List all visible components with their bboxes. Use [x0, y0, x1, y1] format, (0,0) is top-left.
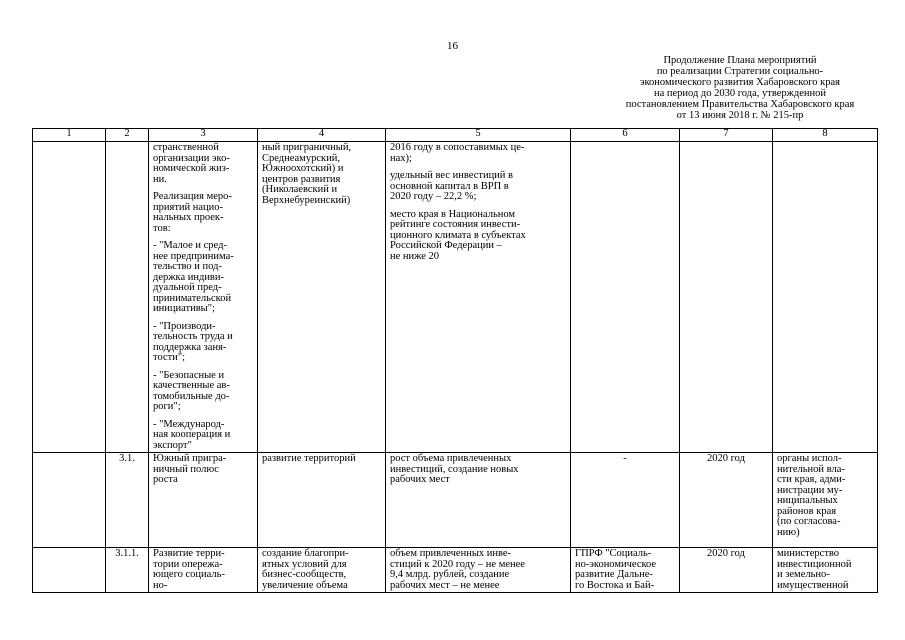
cell-text: Развитие терри- тории опережа- ющего социаль- но- — [153, 548, 225, 591]
table-cell — [106, 142, 149, 453]
cell-text: объем привлеченных инве- стиций к 2020 году – не менее 9,4 млрд. рублей, создание рабочих мест – не менее — [390, 548, 525, 591]
cell-text: Южный пригра- ничный полюс роста — [153, 453, 227, 485]
cell-text: рост объема привлеченных инвестиций, создание новых рабочих мест — [390, 453, 519, 485]
table-cell — [258, 142, 386, 453]
cell-paragraph: - "Производи- тельность труда и поддержка заня- тости"; — [153, 320, 233, 363]
column-header: 1 — [33, 129, 106, 142]
table-row — [33, 453, 878, 548]
table-cell: - — [571, 453, 680, 548]
table-cell: 3.1.1. — [106, 548, 149, 593]
column-header: 4 — [258, 129, 386, 142]
table-row — [33, 548, 878, 593]
cell-text: развитие территорий — [262, 453, 356, 464]
cell-paragraph: - "Малое и сред- нее предпринима- тельство и под- держка индиви- дуальной пред- принимательской инициативы"; — [153, 240, 234, 314]
cell-paragraph: - "Безопасные и качественные ав- томобильные до- роги"; — [153, 369, 230, 412]
header-note-line: по реализации Стратегии социально- — [656, 66, 824, 77]
header-note-line: Продолжение Плана мероприятий — [663, 55, 817, 66]
cell-text: органы испол- нительной вла- сти края, адми- нистрации му- ниципальных районов края (по согласова- нию) — [777, 453, 846, 538]
cell-text: создание благопри- ятных условий для бизнес-сообществ, увеличение объема — [262, 548, 349, 591]
cell-paragraph: место края в Национальном рейтинге состояния инвести- ционного климата в субъектах Российской Федерации – не ниже 20 — [390, 208, 526, 262]
column-header: 8 — [773, 129, 878, 142]
column-header: 6 — [571, 129, 680, 142]
table-cell — [149, 453, 258, 548]
table-row — [33, 142, 878, 453]
page-number: 16 — [447, 40, 458, 52]
cell-paragraph: Реализация меро- приятий нацио- нальных проек- тов: — [153, 191, 232, 234]
table-cell — [33, 548, 106, 593]
table-cell — [773, 142, 878, 453]
cell-paragraph: - "Международ- ная кооперация и экспорт" — [153, 418, 231, 451]
table-header-row — [33, 129, 878, 142]
cell-paragraph: удельный вес инвестиций в основной капитал в ВРП в 2020 году – 22,2 %; — [390, 170, 514, 202]
cell-paragraph: странственной организации эко- номической жиз- ни. — [153, 142, 230, 185]
header-note-line: от 13 июня 2018 г. № 215-пр — [676, 110, 804, 121]
table-cell: 2020 год — [680, 548, 773, 593]
table-cell: 3.1. — [106, 453, 149, 548]
table-cell — [258, 548, 386, 593]
cell-text: министерство инвестиционной и земельно- имущественной — [777, 548, 852, 591]
table-cell — [571, 548, 680, 593]
cell-text: ный приграничный, Среднеамурский, Южноохотский) и центров развития (Николаевский и Верхнебуреинский) — [262, 142, 352, 206]
column-header: 5 — [386, 129, 571, 142]
cell-paragraph: 2016 году в сопоставимых це- нах); — [390, 142, 525, 164]
plan-table — [32, 128, 878, 593]
table-cell — [386, 548, 571, 593]
header-note-line: экономического развития Хабаровского края — [639, 77, 841, 88]
table-cell — [386, 453, 571, 548]
table-cell — [773, 548, 878, 593]
table-cell — [680, 142, 773, 453]
table-cell — [773, 453, 878, 548]
table-cell — [149, 142, 258, 453]
table-cell — [386, 142, 571, 453]
header-note-line: на период до 2030 года, утвержденной — [653, 88, 827, 99]
table-cell — [258, 453, 386, 548]
table-cell — [33, 453, 106, 548]
column-header: 3 — [149, 129, 258, 142]
header-note-line: постановлением Правительства Хабаровского края — [625, 99, 855, 110]
table-cell — [571, 142, 680, 453]
column-header: 7 — [680, 129, 773, 142]
cell-text: ГПРФ "Социаль- но-экономическое развитие Дальне- го Востока и Бай- — [575, 548, 657, 591]
table-cell — [149, 548, 258, 593]
table-cell: 2020 год — [680, 453, 773, 548]
column-header: 2 — [106, 129, 149, 142]
header-note — [590, 55, 890, 121]
table-cell — [33, 142, 106, 453]
